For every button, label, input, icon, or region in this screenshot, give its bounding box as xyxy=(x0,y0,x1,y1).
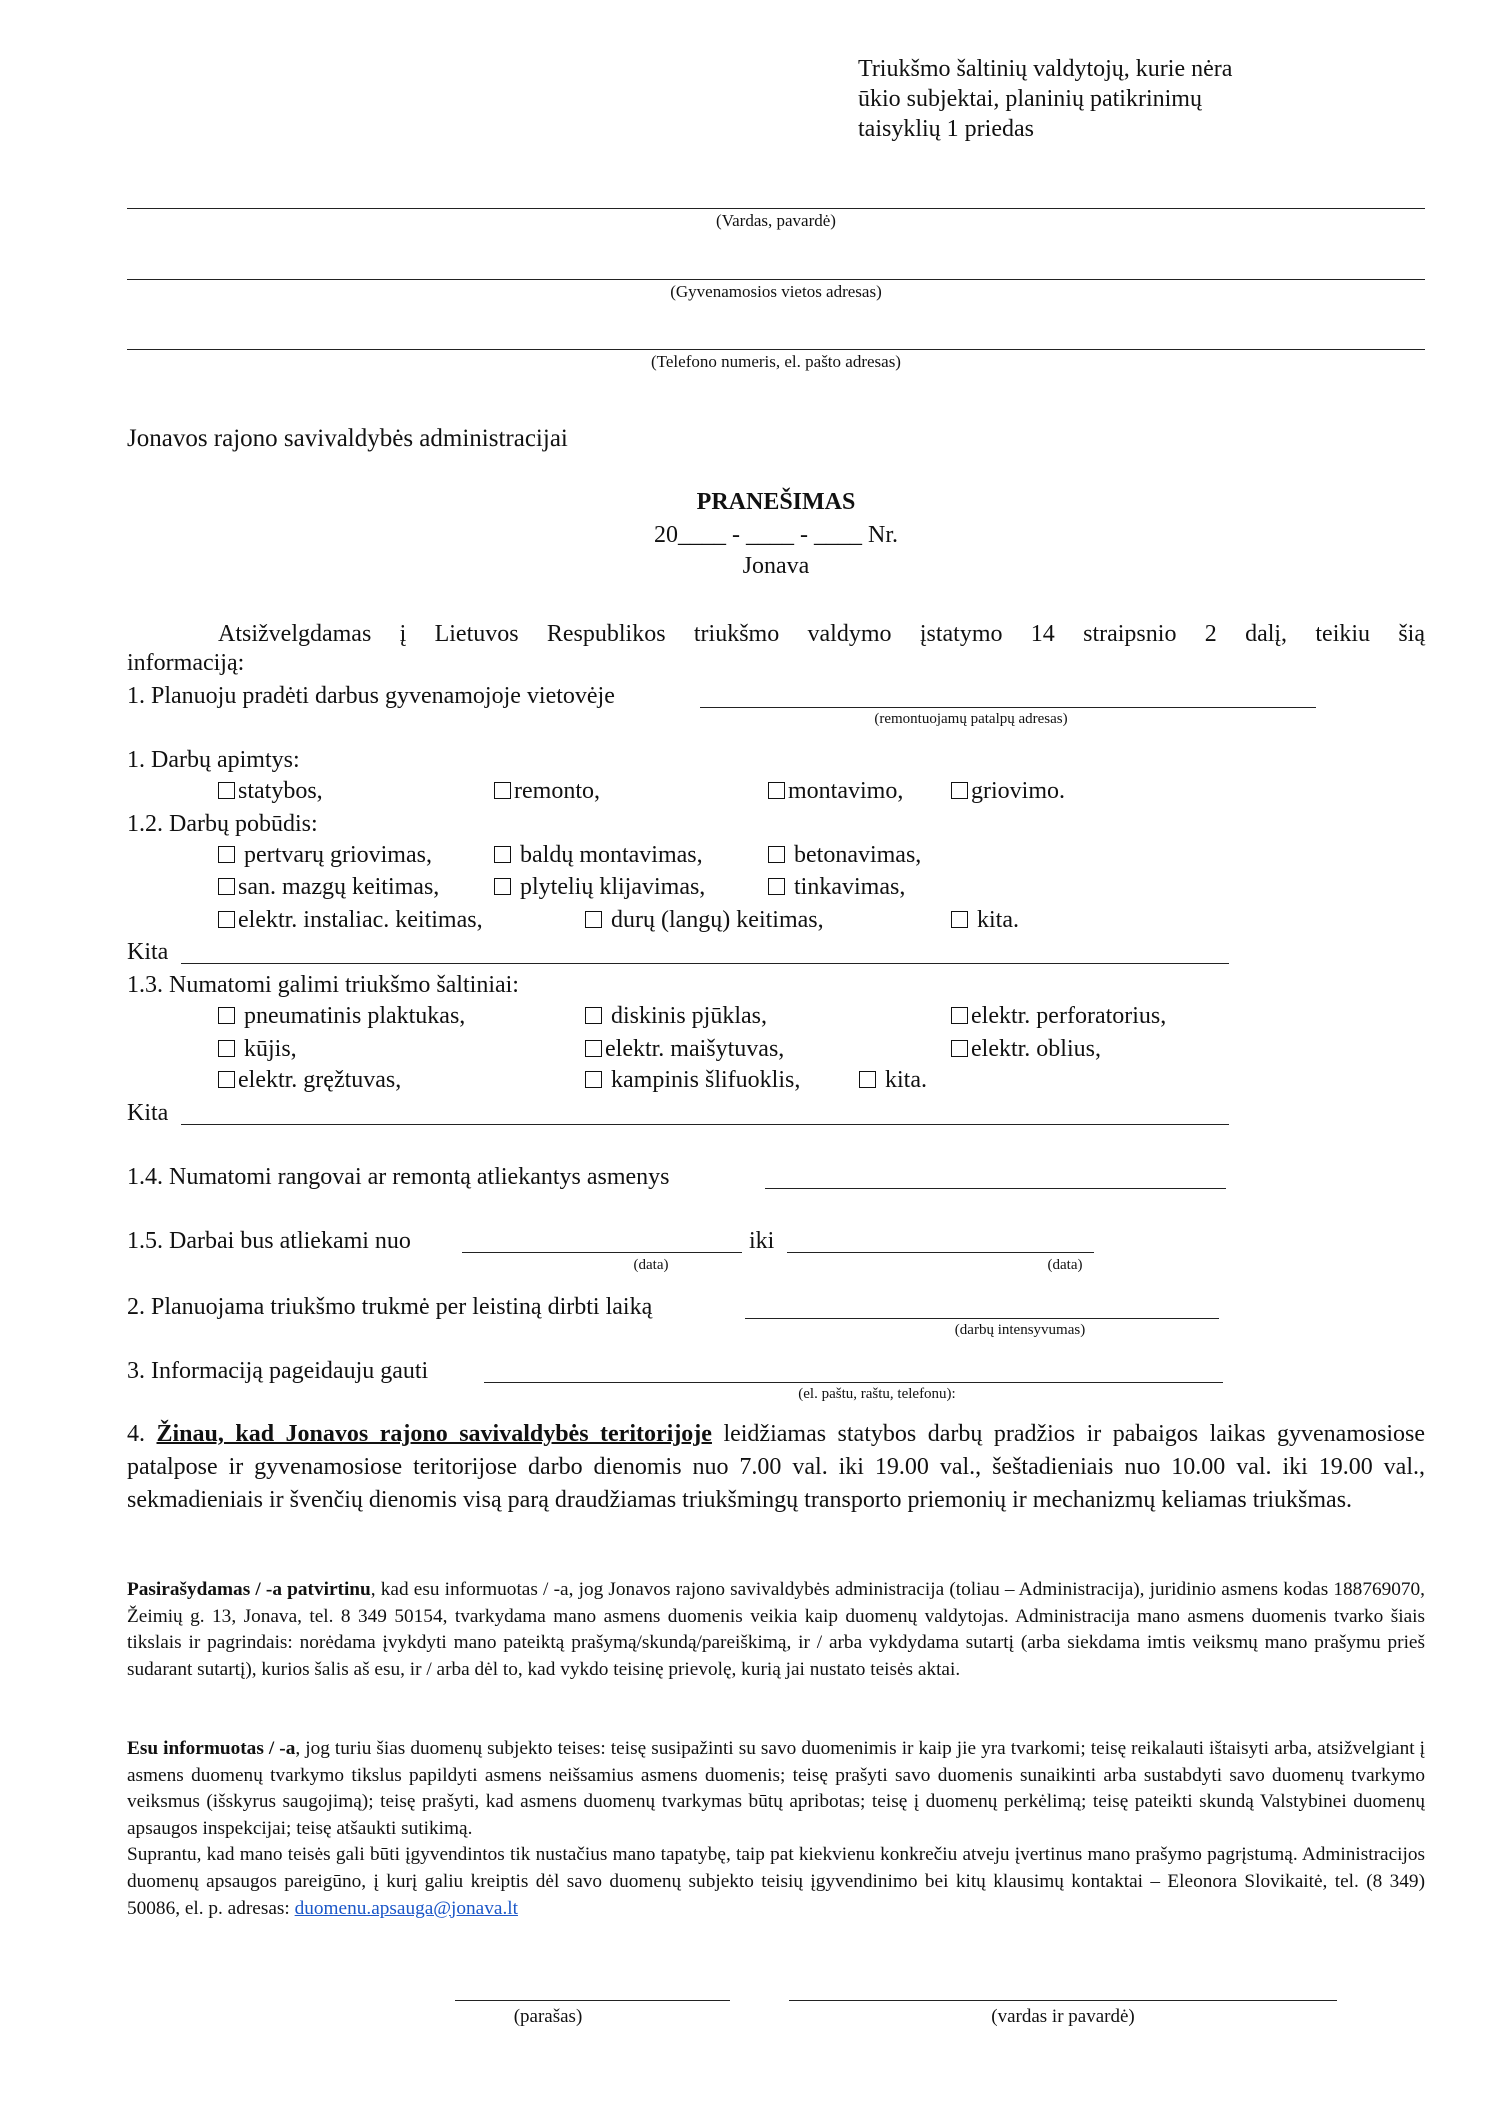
nature-option[interactable] xyxy=(494,843,703,867)
checkbox[interactable] xyxy=(585,1071,602,1088)
period-from-blank[interactable] xyxy=(462,1252,742,1253)
option-label: san. mazgų keitimas, xyxy=(238,874,440,900)
source-option[interactable] xyxy=(951,1037,1101,1061)
date-number-line: 20____ - ____ - ____ Nr. xyxy=(654,522,898,548)
checkbox[interactable] xyxy=(859,1071,876,1088)
option-label: elektr. instaliac. keitimas, xyxy=(238,907,483,933)
period-to-text: iki xyxy=(749,1228,775,1254)
checkbox[interactable] xyxy=(218,782,235,799)
option-label: remonto, xyxy=(514,778,600,804)
name-signature-line[interactable] xyxy=(789,2000,1337,2001)
checkbox[interactable] xyxy=(951,782,968,799)
checkbox[interactable] xyxy=(585,911,602,928)
source-option[interactable] xyxy=(585,1004,767,1028)
annex-line-1: Triukšmo šaltinių valdytojų, kurie nėra xyxy=(858,56,1233,82)
address-label: (Gyvenamosios vietos adresas) xyxy=(670,282,882,301)
checkbox[interactable] xyxy=(218,1040,235,1057)
nature-option[interactable] xyxy=(585,908,824,932)
checkbox[interactable] xyxy=(218,911,235,928)
signature-label: (parašas) xyxy=(513,2006,583,2027)
address-blank[interactable] xyxy=(700,707,1316,708)
duration-label: (darbų intensyvumas) xyxy=(954,1322,1086,1338)
checkbox[interactable] xyxy=(494,782,511,799)
nature-heading: 1.2. Darbų pobūdis: xyxy=(127,811,318,837)
consent-text: , kad esu informuotas / -a, jog Jonavos rajono savivaldybės administracija (toliau – Administracija), juridinio asmens kodas 188769070, Žeimių g. 13, Jonava, tel. 8 349 50154, tvarkydama mano asmens duomenis veikia kaip duomenų valdytojas. Administracija mano asmens duomenis tvarko šiais tikslais ir pagrindais: norėdama įvykdyti mano pateiktą prašymą/skundą/pareiškimą, ir / arba vykdydama sutartį (arba siekdama imtis veiksmų mano prašymu prieš sudarant sutartį), kurios šalis aš esu, ir / arba dėl to, kad vykdo teisinę prievolę, kurią jai nustato teisės aktai. xyxy=(127,1579,1425,1680)
name-line[interactable] xyxy=(127,208,1425,209)
scope-heading: 1. Darbų apimtys: xyxy=(127,747,300,773)
notice-emphasis: Žinau, kad Jonavos rajono savivaldybės teritorijoje xyxy=(156,1421,712,1447)
period-to-label: (data) xyxy=(1047,1257,1083,1273)
option-label: elektr. perforatorius, xyxy=(971,1003,1167,1029)
scope-option[interactable] xyxy=(494,779,600,803)
signature-line[interactable] xyxy=(455,2000,730,2001)
option-label: kūjis, xyxy=(244,1036,297,1062)
option-label: elektr. maišytuvas, xyxy=(605,1036,785,1062)
source-option[interactable] xyxy=(218,1004,465,1028)
duration-blank[interactable] xyxy=(745,1318,1219,1319)
checkbox[interactable] xyxy=(768,846,785,863)
address-line[interactable] xyxy=(127,279,1425,280)
duration-text: 2. Planuojama triukšmo trukmė per leistiną dirbti laiką xyxy=(127,1294,653,1320)
contact-line[interactable] xyxy=(127,349,1425,350)
scope-option[interactable] xyxy=(951,779,1065,803)
rights-emphasis: Esu informuotas / -a xyxy=(127,1738,296,1759)
checkbox[interactable] xyxy=(218,878,235,895)
checkbox[interactable] xyxy=(585,1040,602,1057)
nature-option[interactable] xyxy=(768,843,921,867)
understand-text: Suprantu, kad mano teisės gali būti įgyvendintos tik nustačius mano tapatybę, taip pat kiekvienu konkrečiu atveju įvertinus mano prašymo pagrįstumą. Administracijos duomenų apsaugos pareigūno, į kurį galiu kreiptis dėl savo duomenų subjekto teisių įgyvendinimo bei kitų klausimų kontaktai – Eleonora Slovikaitė, tel. (8 349) 50086, el. p. adresas: xyxy=(127,1844,1425,1919)
checkbox[interactable] xyxy=(494,846,511,863)
name-signature-label: (vardas ir pavardė) xyxy=(991,2006,1135,2027)
checkbox[interactable] xyxy=(494,878,511,895)
rights-paragraph xyxy=(127,1736,1425,1922)
email-link[interactable]: duomenu.apsauga@jonava.lt xyxy=(294,1897,518,1919)
checkbox[interactable] xyxy=(768,878,785,895)
checkbox[interactable] xyxy=(585,1007,602,1024)
address-blank-label: (remontuojamų patalpų adresas) xyxy=(874,711,1068,727)
period-from-label: (data) xyxy=(633,1257,669,1273)
nature-option[interactable] xyxy=(218,875,439,899)
option-label: baldų montavimas, xyxy=(520,842,703,868)
option-label: montavimo, xyxy=(788,778,904,804)
option-label: pertvarų griovimas, xyxy=(244,842,432,868)
option-label: elektr. oblius, xyxy=(971,1036,1101,1062)
option-label: kita. xyxy=(977,907,1019,933)
option-label: betonavimas, xyxy=(794,842,922,868)
sources-heading: 1.3. Numatomi galimi triukšmo šaltiniai: xyxy=(127,972,519,998)
intro-line-1: Atsižvelgdamas į Lietuvos Respublikos triukšmo valdymo įstatymo 14 straipsnio 2 dalį, teikiu šią xyxy=(218,621,1425,647)
option-label: pneumatinis plaktukas, xyxy=(244,1003,466,1029)
nature-option[interactable] xyxy=(494,875,705,899)
checkbox[interactable] xyxy=(218,1007,235,1024)
recipient: Jonavos rajono savivaldybės administracijai xyxy=(127,425,568,452)
scope-option[interactable] xyxy=(768,779,903,803)
source-option[interactable] xyxy=(859,1068,927,1092)
checkbox[interactable] xyxy=(218,1071,235,1088)
page-title: PRANEŠIMAS xyxy=(696,489,856,515)
option-label: durų (langų) keitimas, xyxy=(611,907,824,933)
checkbox[interactable] xyxy=(951,911,968,928)
option-label: statybos, xyxy=(238,778,323,804)
annex-line-3: taisyklių 1 priedas xyxy=(858,116,1034,142)
info-label: (el. paštu, raštu, telefonu): xyxy=(798,1386,956,1402)
name-label: (Vardas, pavardė) xyxy=(716,211,836,230)
source-option[interactable] xyxy=(585,1037,784,1061)
checkbox[interactable] xyxy=(768,782,785,799)
nature-other-label: Kita xyxy=(127,939,169,965)
contractors-text: 1.4. Numatomi rangovai ar remontą atliekantys asmenys xyxy=(127,1164,670,1190)
notice-text: leidžiamas statybos darbų pradžios ir pabaigos laikas gyvenamosiose patalpose ir gyvenamosiose teritorijose darbo dienomis nuo 7.00 val. iki 19.00 val., šeštadieniais nuo 10.00 val. iki 19.00 val., sekmadieniais ir švenčių dienomis visą parą draudžiamas triukšmingų transporto priemonių ir mechanizmų keliamas triukšmas. xyxy=(127,1421,1426,1513)
option-label: elektr. gręžtuvas, xyxy=(238,1067,402,1093)
checkbox[interactable] xyxy=(218,846,235,863)
period-text: 1.5. Darbai bus atliekami nuo xyxy=(127,1228,411,1254)
scope-option[interactable] xyxy=(218,779,323,803)
contractors-blank[interactable] xyxy=(765,1188,1226,1189)
source-option[interactable] xyxy=(585,1068,800,1092)
annex-line-2: ūkio subjektai, planinių patikrinimų xyxy=(858,86,1202,112)
contact-label: (Telefono numeris, el. pašto adresas) xyxy=(651,352,901,371)
item1-text: 1. Planuoju pradėti darbus gyvenamojoje vietovėje xyxy=(127,683,615,709)
checkbox[interactable] xyxy=(951,1040,968,1057)
nature-option[interactable] xyxy=(218,843,432,867)
info-text: 3. Informaciją pageidauju gauti xyxy=(127,1358,429,1384)
checkbox[interactable] xyxy=(951,1007,968,1024)
option-label: plytelių klijavimas, xyxy=(520,874,706,900)
period-to-blank[interactable] xyxy=(787,1252,1094,1253)
source-option[interactable] xyxy=(218,1068,401,1092)
info-blank[interactable] xyxy=(484,1382,1223,1383)
source-option[interactable] xyxy=(951,1004,1166,1028)
source-option[interactable] xyxy=(218,1037,297,1061)
option-label: diskinis pjūklas, xyxy=(611,1003,768,1029)
option-label: tinkavimas, xyxy=(794,874,906,900)
sources-other-blank[interactable] xyxy=(181,1124,1229,1125)
nature-option[interactable] xyxy=(768,875,905,899)
consent-paragraph xyxy=(127,1577,1425,1683)
option-label: kita. xyxy=(885,1067,927,1093)
option-label: kampinis šlifuoklis, xyxy=(611,1067,801,1093)
nature-other-blank[interactable] xyxy=(181,963,1229,964)
notice-number: 4. xyxy=(127,1421,157,1447)
option-label: griovimo. xyxy=(971,778,1065,804)
nature-option[interactable] xyxy=(218,908,483,932)
nature-option[interactable] xyxy=(951,908,1019,932)
rights-text: , jog turiu šias duomenų subjekto teises: teisę susipažinti su savo duomenimis ir kaip jie yra tvarkomi; teisę reikalauti ištaisyti arba, atsižvelgiant į asmens duomenų tvarkymo tikslus papildyti asmens neišsamius asmens duomenis; teisę prašyti savo duomenis sunaikinti arba sustabdyti savo duomenų tvarkymo veiksmus (išskyrus saugojimą); teisę prašyti, kad asmens duomenų tvarkymas būtų apribotas; teisę į duomenų perkėlimą; teisę pateikti skundą Valstybinei duomenų apsaugos inspekcijai; teisę atšaukti sutikimą. xyxy=(127,1738,1425,1839)
notice-paragraph xyxy=(127,1418,1425,1517)
place: Jonava xyxy=(742,553,810,579)
consent-emphasis: Pasirašydamas / -a patvirtinu xyxy=(127,1579,371,1600)
sources-other-label: Kita xyxy=(127,1100,169,1126)
intro-line-2: informaciją: xyxy=(127,650,245,676)
